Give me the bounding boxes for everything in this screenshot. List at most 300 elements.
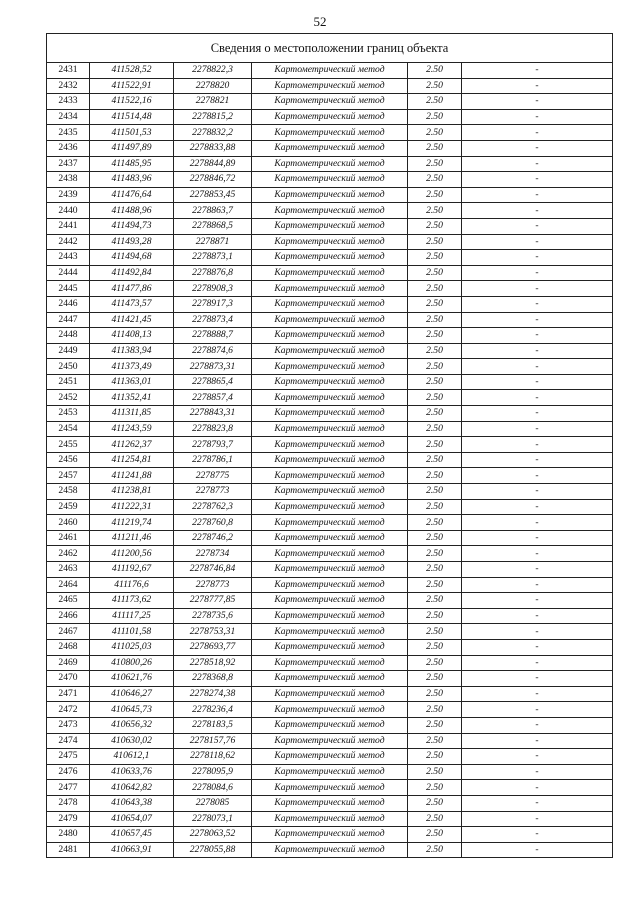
- point-number-cell: 2468: [47, 639, 90, 655]
- method-cell: Картометрический метод: [252, 94, 408, 110]
- table-row: [47, 811, 613, 827]
- accuracy-cell: 2.50: [408, 717, 462, 733]
- point-number-cell: 2442: [47, 234, 90, 250]
- coord-x-cell: 411494,68: [90, 250, 174, 266]
- accuracy-cell: 2.50: [408, 406, 462, 422]
- table-row: [47, 717, 613, 733]
- coord-y-cell: 2278821: [174, 94, 252, 110]
- description-cell: -: [462, 655, 613, 671]
- point-number-cell: 2435: [47, 125, 90, 141]
- point-number-cell: 2432: [47, 78, 90, 94]
- table-row: [47, 624, 613, 640]
- coord-x-cell: 411238,81: [90, 484, 174, 500]
- coord-y-cell: 2278368,8: [174, 671, 252, 687]
- description-cell: -: [462, 686, 613, 702]
- coord-x-cell: 411522,91: [90, 78, 174, 94]
- accuracy-cell: 2.50: [408, 624, 462, 640]
- coord-x-cell: 410800,26: [90, 655, 174, 671]
- description-cell: -: [462, 125, 613, 141]
- coord-y-cell: 2278055,88: [174, 842, 252, 858]
- accuracy-cell: 2.50: [408, 78, 462, 94]
- point-number-cell: 2433: [47, 94, 90, 110]
- table-row: [47, 234, 613, 250]
- method-cell: Картометрический метод: [252, 484, 408, 500]
- description-cell: -: [462, 515, 613, 531]
- accuracy-cell: 2.50: [408, 437, 462, 453]
- method-cell: Картометрический метод: [252, 421, 408, 437]
- description-cell: -: [462, 562, 613, 578]
- description-cell: -: [462, 78, 613, 94]
- method-cell: Картометрический метод: [252, 608, 408, 624]
- table-row: [47, 780, 613, 796]
- coord-y-cell: 2278063,52: [174, 827, 252, 843]
- method-cell: Картометрический метод: [252, 156, 408, 172]
- coord-y-cell: 2278843,31: [174, 406, 252, 422]
- coord-x-cell: 411477,86: [90, 281, 174, 297]
- description-cell: -: [462, 593, 613, 609]
- coord-x-cell: 410656,32: [90, 717, 174, 733]
- point-number-cell: 2438: [47, 172, 90, 188]
- description-cell: -: [462, 546, 613, 562]
- accuracy-cell: 2.50: [408, 343, 462, 359]
- accuracy-cell: 2.50: [408, 250, 462, 266]
- coord-y-cell: 2278183,5: [174, 717, 252, 733]
- table-title: Сведения о местоположении границ объекта: [47, 34, 613, 63]
- coord-x-cell: 411488,96: [90, 203, 174, 219]
- table-row: [47, 406, 613, 422]
- point-number-cell: 2465: [47, 593, 90, 609]
- point-number-cell: 2434: [47, 109, 90, 125]
- method-cell: Картометрический метод: [252, 218, 408, 234]
- table-row: [47, 203, 613, 219]
- coord-x-cell: 411528,52: [90, 63, 174, 79]
- table-row: [47, 390, 613, 406]
- coord-x-cell: 410642,82: [90, 780, 174, 796]
- coord-x-cell: 411352,41: [90, 390, 174, 406]
- point-number-cell: 2476: [47, 764, 90, 780]
- coord-y-cell: 2278863,7: [174, 203, 252, 219]
- coord-x-cell: 410657,45: [90, 827, 174, 843]
- point-number-cell: 2457: [47, 468, 90, 484]
- coord-y-cell: 2278873,31: [174, 359, 252, 375]
- table-row: [47, 795, 613, 811]
- description-cell: -: [462, 764, 613, 780]
- coord-x-cell: 410645,73: [90, 702, 174, 718]
- method-cell: Картометрический метод: [252, 686, 408, 702]
- coord-y-cell: 2278746,84: [174, 562, 252, 578]
- accuracy-cell: 2.50: [408, 172, 462, 188]
- coord-x-cell: 410643,38: [90, 795, 174, 811]
- accuracy-cell: 2.50: [408, 140, 462, 156]
- table-row: [47, 608, 613, 624]
- point-number-cell: 2447: [47, 312, 90, 328]
- method-cell: Картометрический метод: [252, 624, 408, 640]
- accuracy-cell: 2.50: [408, 203, 462, 219]
- method-cell: Картометрический метод: [252, 374, 408, 390]
- coord-y-cell: 2278118,62: [174, 749, 252, 765]
- accuracy-cell: 2.50: [408, 296, 462, 312]
- accuracy-cell: 2.50: [408, 749, 462, 765]
- description-cell: -: [462, 780, 613, 796]
- accuracy-cell: 2.50: [408, 702, 462, 718]
- table-row: [47, 530, 613, 546]
- coord-x-cell: 411514,48: [90, 109, 174, 125]
- coord-y-cell: 2278095,9: [174, 764, 252, 780]
- coord-y-cell: 2278773: [174, 577, 252, 593]
- coord-x-cell: 411485,95: [90, 156, 174, 172]
- description-cell: -: [462, 265, 613, 281]
- accuracy-cell: 2.50: [408, 811, 462, 827]
- point-number-cell: 2463: [47, 562, 90, 578]
- point-number-cell: 2472: [47, 702, 90, 718]
- method-cell: Картометрический метод: [252, 671, 408, 687]
- method-cell: Картометрический метод: [252, 499, 408, 515]
- description-cell: -: [462, 374, 613, 390]
- table-row: [47, 172, 613, 188]
- method-cell: Картометрический метод: [252, 437, 408, 453]
- table-row: [47, 78, 613, 94]
- method-cell: Картометрический метод: [252, 78, 408, 94]
- coord-x-cell: 411497,89: [90, 140, 174, 156]
- method-cell: Картометрический метод: [252, 250, 408, 266]
- point-number-cell: 2462: [47, 546, 90, 562]
- coord-x-cell: 411117,25: [90, 608, 174, 624]
- description-cell: -: [462, 109, 613, 125]
- table-row: [47, 686, 613, 702]
- description-cell: -: [462, 359, 613, 375]
- point-number-cell: 2455: [47, 437, 90, 453]
- description-cell: -: [462, 328, 613, 344]
- description-cell: -: [462, 608, 613, 624]
- description-cell: -: [462, 795, 613, 811]
- coord-y-cell: 2278820: [174, 78, 252, 94]
- table-row: [47, 281, 613, 297]
- coord-y-cell: 2278888,7: [174, 328, 252, 344]
- coord-x-cell: 410646,27: [90, 686, 174, 702]
- description-cell: -: [462, 452, 613, 468]
- accuracy-cell: 2.50: [408, 842, 462, 858]
- description-cell: -: [462, 187, 613, 203]
- table-row: [47, 842, 613, 858]
- accuracy-cell: 2.50: [408, 265, 462, 281]
- point-number-cell: 2440: [47, 203, 90, 219]
- accuracy-cell: 2.50: [408, 608, 462, 624]
- description-cell: -: [462, 499, 613, 515]
- point-number-cell: 2473: [47, 717, 90, 733]
- table-row: [47, 764, 613, 780]
- coord-x-cell: 411173,62: [90, 593, 174, 609]
- coord-y-cell: 2278823,8: [174, 421, 252, 437]
- point-number-cell: 2453: [47, 406, 90, 422]
- accuracy-cell: 2.50: [408, 530, 462, 546]
- coord-x-cell: 411222,31: [90, 499, 174, 515]
- description-cell: -: [462, 733, 613, 749]
- point-number-cell: 2444: [47, 265, 90, 281]
- coord-y-cell: 2278874,6: [174, 343, 252, 359]
- table-row: [47, 359, 613, 375]
- table-row: [47, 639, 613, 655]
- coord-x-cell: 411101,58: [90, 624, 174, 640]
- coord-y-cell: 2278846,72: [174, 172, 252, 188]
- method-cell: Картометрический метод: [252, 733, 408, 749]
- method-cell: Картометрический метод: [252, 390, 408, 406]
- coord-y-cell: 2278746,2: [174, 530, 252, 546]
- coord-x-cell: 411311,85: [90, 406, 174, 422]
- table-row: [47, 749, 613, 765]
- table-row: [47, 63, 613, 79]
- coord-x-cell: 411025,03: [90, 639, 174, 655]
- point-number-cell: 2480: [47, 827, 90, 843]
- coord-x-cell: 411501,53: [90, 125, 174, 141]
- method-cell: Картометрический метод: [252, 359, 408, 375]
- accuracy-cell: 2.50: [408, 780, 462, 796]
- description-cell: -: [462, 281, 613, 297]
- description-cell: -: [462, 140, 613, 156]
- accuracy-cell: 2.50: [408, 359, 462, 375]
- accuracy-cell: 2.50: [408, 452, 462, 468]
- table-row: [47, 593, 613, 609]
- accuracy-cell: 2.50: [408, 234, 462, 250]
- coord-x-cell: 411408,13: [90, 328, 174, 344]
- coord-y-cell: 2278908,3: [174, 281, 252, 297]
- table-row: [47, 499, 613, 515]
- method-cell: Картометрический метод: [252, 452, 408, 468]
- method-cell: Картометрический метод: [252, 811, 408, 827]
- accuracy-cell: 2.50: [408, 109, 462, 125]
- coord-y-cell: 2278084,6: [174, 780, 252, 796]
- coord-y-cell: 2278085: [174, 795, 252, 811]
- table-row: [47, 733, 613, 749]
- accuracy-cell: 2.50: [408, 562, 462, 578]
- coord-y-cell: 2278735,6: [174, 608, 252, 624]
- accuracy-cell: 2.50: [408, 499, 462, 515]
- table-row: [47, 374, 613, 390]
- coord-x-cell: 411483,96: [90, 172, 174, 188]
- table-row: [47, 140, 613, 156]
- coord-y-cell: 2278876,8: [174, 265, 252, 281]
- coord-x-cell: 411493,28: [90, 234, 174, 250]
- description-cell: -: [462, 717, 613, 733]
- point-number-cell: 2478: [47, 795, 90, 811]
- coord-y-cell: 2278815,2: [174, 109, 252, 125]
- coord-x-cell: 411421,45: [90, 312, 174, 328]
- table-row: [47, 343, 613, 359]
- method-cell: Картометрический метод: [252, 795, 408, 811]
- coord-y-cell: 2278775: [174, 468, 252, 484]
- point-number-cell: 2448: [47, 328, 90, 344]
- coord-x-cell: 411262,37: [90, 437, 174, 453]
- point-number-cell: 2446: [47, 296, 90, 312]
- table-row: [47, 421, 613, 437]
- table-row: [47, 468, 613, 484]
- table-row: [47, 250, 613, 266]
- accuracy-cell: 2.50: [408, 686, 462, 702]
- accuracy-cell: 2.50: [408, 795, 462, 811]
- point-number-cell: 2458: [47, 484, 90, 500]
- point-number-cell: 2456: [47, 452, 90, 468]
- table-row: [47, 218, 613, 234]
- method-cell: Картометрический метод: [252, 328, 408, 344]
- accuracy-cell: 2.50: [408, 671, 462, 687]
- point-number-cell: 2470: [47, 671, 90, 687]
- coord-y-cell: 2278773: [174, 484, 252, 500]
- coord-y-cell: 2278073,1: [174, 811, 252, 827]
- point-number-cell: 2479: [47, 811, 90, 827]
- method-cell: Картометрический метод: [252, 764, 408, 780]
- accuracy-cell: 2.50: [408, 281, 462, 297]
- description-cell: -: [462, 484, 613, 500]
- table-row: [47, 265, 613, 281]
- coord-x-cell: 411373,49: [90, 359, 174, 375]
- description-cell: -: [462, 671, 613, 687]
- point-number-cell: 2481: [47, 842, 90, 858]
- description-cell: -: [462, 530, 613, 546]
- coord-y-cell: 2278734: [174, 546, 252, 562]
- coord-y-cell: 2278917,3: [174, 296, 252, 312]
- point-number-cell: 2451: [47, 374, 90, 390]
- method-cell: Картометрический метод: [252, 172, 408, 188]
- point-number-cell: 2454: [47, 421, 90, 437]
- table-row: [47, 515, 613, 531]
- description-cell: -: [462, 296, 613, 312]
- description-cell: -: [462, 63, 613, 79]
- table-row: [47, 296, 613, 312]
- method-cell: Картометрический метод: [252, 203, 408, 219]
- description-cell: -: [462, 156, 613, 172]
- method-cell: Картометрический метод: [252, 546, 408, 562]
- coord-x-cell: 411241,88: [90, 468, 174, 484]
- coord-x-cell: 411176,6: [90, 577, 174, 593]
- description-cell: -: [462, 94, 613, 110]
- point-number-cell: 2450: [47, 359, 90, 375]
- accuracy-cell: 2.50: [408, 312, 462, 328]
- accuracy-cell: 2.50: [408, 187, 462, 203]
- method-cell: Картометрический метод: [252, 63, 408, 79]
- point-number-cell: 2477: [47, 780, 90, 796]
- table-row: [47, 702, 613, 718]
- point-number-cell: 2471: [47, 686, 90, 702]
- description-cell: -: [462, 390, 613, 406]
- point-number-cell: 2431: [47, 63, 90, 79]
- coord-x-cell: 411200,56: [90, 546, 174, 562]
- description-cell: -: [462, 343, 613, 359]
- coord-y-cell: 2278793,7: [174, 437, 252, 453]
- description-cell: -: [462, 639, 613, 655]
- accuracy-cell: 2.50: [408, 593, 462, 609]
- accuracy-cell: 2.50: [408, 328, 462, 344]
- page-number: 52: [313, 14, 327, 29]
- accuracy-cell: 2.50: [408, 515, 462, 531]
- accuracy-cell: 2.50: [408, 577, 462, 593]
- description-cell: -: [462, 702, 613, 718]
- coord-x-cell: 411492,84: [90, 265, 174, 281]
- coord-x-cell: 411219,74: [90, 515, 174, 531]
- table-row: [47, 671, 613, 687]
- table-row: [47, 437, 613, 453]
- description-cell: -: [462, 406, 613, 422]
- table-row: [47, 562, 613, 578]
- coord-y-cell: 2278274,38: [174, 686, 252, 702]
- point-number-cell: 2443: [47, 250, 90, 266]
- point-number-cell: 2449: [47, 343, 90, 359]
- point-number-cell: 2466: [47, 608, 90, 624]
- coord-y-cell: 2278693,77: [174, 639, 252, 655]
- point-number-cell: 2439: [47, 187, 90, 203]
- method-cell: Картометрический метод: [252, 234, 408, 250]
- table-row: [47, 827, 613, 843]
- method-cell: Картометрический метод: [252, 109, 408, 125]
- accuracy-cell: 2.50: [408, 125, 462, 141]
- point-number-cell: 2441: [47, 218, 90, 234]
- coord-x-cell: 410654,07: [90, 811, 174, 827]
- coord-y-cell: 2278857,4: [174, 390, 252, 406]
- method-cell: Картометрический метод: [252, 639, 408, 655]
- accuracy-cell: 2.50: [408, 639, 462, 655]
- coord-y-cell: 2278157,76: [174, 733, 252, 749]
- point-number-cell: 2475: [47, 749, 90, 765]
- description-cell: -: [462, 203, 613, 219]
- accuracy-cell: 2.50: [408, 484, 462, 500]
- accuracy-cell: 2.50: [408, 546, 462, 562]
- accuracy-cell: 2.50: [408, 421, 462, 437]
- coord-y-cell: 2278871: [174, 234, 252, 250]
- description-cell: -: [462, 827, 613, 843]
- coord-y-cell: 2278865,4: [174, 374, 252, 390]
- accuracy-cell: 2.50: [408, 733, 462, 749]
- point-number-cell: 2461: [47, 530, 90, 546]
- method-cell: Картометрический метод: [252, 296, 408, 312]
- table-row: [47, 125, 613, 141]
- point-number-cell: 2467: [47, 624, 90, 640]
- method-cell: Картометрический метод: [252, 827, 408, 843]
- coord-x-cell: 410612,1: [90, 749, 174, 765]
- table-row: [47, 328, 613, 344]
- coord-x-cell: 411494,73: [90, 218, 174, 234]
- table-row: [47, 109, 613, 125]
- accuracy-cell: 2.50: [408, 94, 462, 110]
- description-cell: -: [462, 624, 613, 640]
- description-cell: -: [462, 468, 613, 484]
- coord-y-cell: 2278236,4: [174, 702, 252, 718]
- coord-y-cell: 2278833,88: [174, 140, 252, 156]
- description-cell: -: [462, 312, 613, 328]
- coord-x-cell: 411192,67: [90, 562, 174, 578]
- table-row: [47, 312, 613, 328]
- method-cell: Картометрический метод: [252, 749, 408, 765]
- point-number-cell: 2445: [47, 281, 90, 297]
- table-row: [47, 484, 613, 500]
- coord-y-cell: 2278777,85: [174, 593, 252, 609]
- accuracy-cell: 2.50: [408, 468, 462, 484]
- accuracy-cell: 2.50: [408, 156, 462, 172]
- method-cell: Картометрический метод: [252, 187, 408, 203]
- coord-y-cell: 2278844,89: [174, 156, 252, 172]
- description-cell: -: [462, 421, 613, 437]
- boundary-table: [46, 33, 613, 858]
- coord-y-cell: 2278868,5: [174, 218, 252, 234]
- coord-x-cell: 411476,64: [90, 187, 174, 203]
- point-number-cell: 2437: [47, 156, 90, 172]
- description-cell: -: [462, 842, 613, 858]
- method-cell: Картометрический метод: [252, 343, 408, 359]
- coord-x-cell: 411522,16: [90, 94, 174, 110]
- table-row: [47, 546, 613, 562]
- coord-x-cell: 410630,02: [90, 733, 174, 749]
- description-cell: -: [462, 577, 613, 593]
- table-row: [47, 655, 613, 671]
- method-cell: Картометрический метод: [252, 655, 408, 671]
- accuracy-cell: 2.50: [408, 63, 462, 79]
